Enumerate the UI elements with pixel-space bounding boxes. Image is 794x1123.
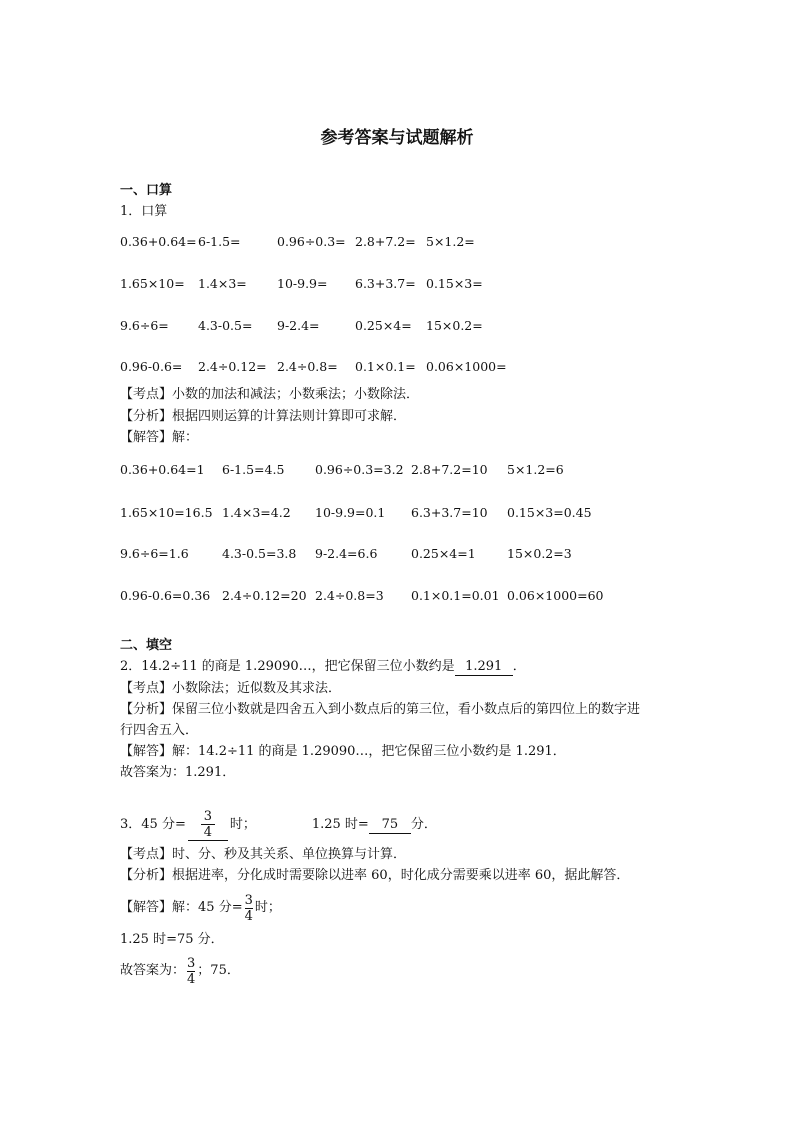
answer-cell: 9.6÷6=1.6 xyxy=(120,546,189,561)
answer-cell: 0.96÷0.3=3.2 xyxy=(315,462,404,477)
q2-fenxi xyxy=(120,702,640,718)
q2-answer: 故答案为：1.291． xyxy=(120,765,236,780)
problem-cell: 5×1.2= xyxy=(426,234,475,249)
answer-cell: 6.3+3.7=10 xyxy=(411,505,488,520)
question-1-label: 1．口算 xyxy=(120,204,168,219)
answer-cell: 2.4÷0.8=3 xyxy=(315,588,384,603)
q1-kaodian xyxy=(120,387,419,403)
kaodian-tag: 【考点】 xyxy=(120,847,173,862)
q2-fenxi-line2: 行四舍五入． xyxy=(120,723,199,738)
kaodian-text: 小数的加法和减法；小数乘法；小数除法． xyxy=(172,387,420,402)
q3-line2: 1.25 时=75 分． xyxy=(120,932,224,947)
q2-suffix: ． xyxy=(512,659,526,674)
problem-cell: 2.4÷0.12= xyxy=(198,359,267,374)
problem-cell: 0.15×3= xyxy=(426,276,483,291)
answer-suffix: ；75． xyxy=(197,963,240,978)
fraction-denominator: 4 xyxy=(203,825,212,840)
fraction-denominator: 4 xyxy=(244,908,253,924)
fenxi-text: 根据进率，分化成时需要除以进率 60，时化成分需要乘以进率 60，据此解答． xyxy=(172,868,630,883)
problem-cell: 2.4÷0.8= xyxy=(277,359,338,374)
problem-cell: 2.8+7.2= xyxy=(355,234,416,249)
question-2 xyxy=(120,659,526,676)
answer-cell: 15×0.2=3 xyxy=(507,546,572,561)
answer-cell: 5×1.2=6 xyxy=(507,462,564,477)
q1-fenxi xyxy=(120,409,406,425)
fraction-numerator: 3 xyxy=(244,892,253,908)
q3-fenxi xyxy=(120,868,629,884)
q3-part2-blank: 75 xyxy=(369,817,411,834)
kaodian-tag: 【考点】 xyxy=(120,681,173,696)
problem-cell: 6.3+3.7= xyxy=(355,276,416,291)
q3-part1-suffix: 时； xyxy=(229,817,256,832)
q3-part2-suffix: 分． xyxy=(410,817,437,832)
problem-cell: 1.4×3= xyxy=(198,276,247,291)
q3-part1-prefix: 3．45 分= xyxy=(120,817,186,832)
answer-cell: 10-9.9=0.1 xyxy=(315,505,386,520)
problem-cell: 10-9.9= xyxy=(277,276,328,291)
problem-cell: 0.96÷0.3= xyxy=(277,234,346,249)
problem-cell: 0.25×4= xyxy=(355,318,412,333)
answer-cell: 4.3-0.5=3.8 xyxy=(222,546,297,561)
problem-cell: 9-2.4= xyxy=(277,318,320,333)
q2-jieda xyxy=(120,744,566,760)
q2-prefix: 2．14.2÷11 的商是 1.29090…，把它保留三位小数约是 xyxy=(120,659,455,674)
jieda-tag: 【解答】 xyxy=(120,430,173,445)
fraction-numerator: 3 xyxy=(203,809,212,824)
fenxi-text: 根据四则运算的计算法则计算即可求解． xyxy=(172,409,407,424)
jieda-tag: 【解答】 xyxy=(120,744,173,759)
answer-cell: 0.36+0.64=1 xyxy=(120,462,205,477)
answer-cell: 0.25×4=1 xyxy=(411,546,476,561)
problem-cell: 9.6÷6= xyxy=(120,318,169,333)
problem-cell: 0.36+0.64= xyxy=(120,234,197,249)
q3-answer xyxy=(120,952,240,990)
answer-cell: 1.4×3=4.2 xyxy=(222,505,291,520)
problem-cell: 0.1×0.1= xyxy=(355,359,416,374)
problem-cell: 15×0.2= xyxy=(426,318,483,333)
problem-cell: 4.3-0.5= xyxy=(198,318,253,333)
q3-fraction-blank xyxy=(188,809,228,841)
question-3 xyxy=(120,805,437,845)
answer-cell: 0.15×3=0.45 xyxy=(507,505,592,520)
q2-kaodian xyxy=(120,681,341,697)
answer-cell: 0.1×0.1=0.01 xyxy=(411,588,500,603)
answer-cell: 2.8+7.2=10 xyxy=(411,462,488,477)
kaodian-tag: 【考点】 xyxy=(120,387,173,402)
q3-jieda xyxy=(120,889,281,927)
q3-part2-prefix: 1.25 时= xyxy=(311,817,369,832)
answer-cell: 9-2.4=6.6 xyxy=(315,546,378,561)
problem-cell: 0.96-0.6= xyxy=(120,359,183,374)
jieda-tag: 【解答】 xyxy=(120,900,173,915)
jieda-fraction xyxy=(245,893,253,924)
answer-cell: 1.65×10=16.5 xyxy=(120,505,213,520)
fenxi-tag: 【分析】 xyxy=(120,409,173,424)
jieda-text: 解：14.2÷11 的商是 1.29090…，把它保留三位小数约是 1.291． xyxy=(172,744,566,759)
fraction-denominator: 4 xyxy=(187,971,196,987)
kaodian-text: 时、分、秒及其关系、单位换算与计算． xyxy=(172,847,407,862)
q1-jieda xyxy=(120,430,198,446)
kaodian-text: 小数除法；近似数及其求法． xyxy=(172,681,342,696)
jieda-prefix: 解：45 分= xyxy=(172,900,243,915)
jieda-suffix: 时； xyxy=(254,900,281,915)
answer-cell: 0.06×1000=60 xyxy=(507,588,604,603)
section-heading-oral-calc: 一、口算 xyxy=(120,183,173,198)
answer-cell: 2.4÷0.12=20 xyxy=(222,588,307,603)
q2-blank: 1.291 xyxy=(455,659,513,676)
problem-cell: 0.06×1000= xyxy=(426,359,507,374)
fraction-numerator: 3 xyxy=(187,955,196,971)
fenxi-tag: 【分析】 xyxy=(120,702,173,717)
answer-cell: 0.96-0.6=0.36 xyxy=(120,588,211,603)
problem-cell: 6-1.5= xyxy=(198,234,241,249)
page-title: 参考答案与试题解析 xyxy=(320,128,474,148)
problem-cell: 1.65×10= xyxy=(120,276,185,291)
fenxi-text-line1: 保留三位小数就是四舍五入到小数点后的第三位，看小数点后的第四位上的数字进 xyxy=(172,702,641,717)
fenxi-tag: 【分析】 xyxy=(120,868,173,883)
answer-fraction xyxy=(187,956,195,987)
section-heading-fill-blank: 二、填空 xyxy=(120,638,173,653)
answer-prefix: 故答案为： xyxy=(120,963,186,978)
q3-kaodian xyxy=(120,847,406,863)
jieda-text: 解： xyxy=(172,430,199,445)
answer-cell: 6-1.5=4.5 xyxy=(222,462,285,477)
